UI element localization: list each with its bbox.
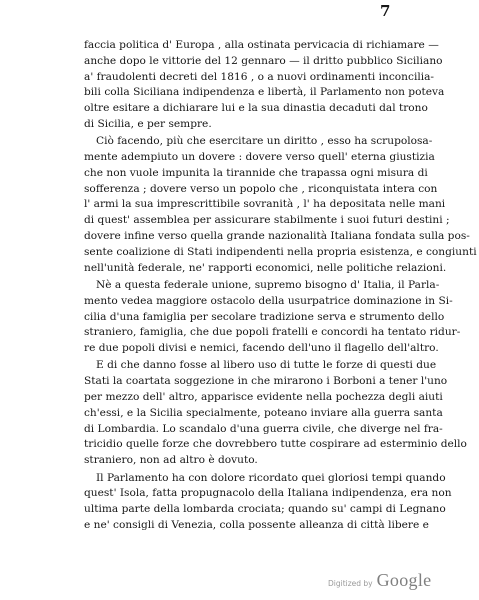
text-line: Il Parlamento ha con dolore ricordato quei gloriosi tempi quando — [96, 471, 446, 484]
text-line: ch'essi, e la Sicilia specialmente, poteano inviare alla guerra santa — [84, 406, 443, 419]
paragraph — [84, 38, 445, 133]
text-line: cilia d'una famiglia per secolare tradizione serva e strumento dello — [84, 310, 445, 323]
text-line: tricidio quelle forze che dovrebbero tutte cospirare ad esterminio dello — [84, 438, 467, 451]
text-line: ultima parte della lombarda crociata; quando su' campi di Legnano — [84, 503, 446, 516]
text-line: Ciò facendo, più che esercitare un diritto , esso ha scrupolosa- — [96, 135, 433, 148]
text-line: oltre esitare a dichiarare lui e la sua dinastia decaduti dal trono — [84, 102, 428, 115]
text-line: l' armi la sua imprescrittibile sovranità , l' ha depositata nelle mani — [84, 198, 446, 211]
text-line: che non vuole impunita la tirannide che trapassa ogni misura di — [84, 166, 428, 179]
text-line: mento vedea maggiore ostacolo della usurpatrice dominazione in Si- — [84, 294, 453, 307]
digitized-by-label: Digitized by — [328, 579, 373, 588]
text-line: mente adempiuto un dovere : dovere verso quell' eterna giustizia — [84, 151, 435, 164]
text-line: re due popoli divisi e nemici, facendo dell'uno il flagello dell'altro. — [84, 342, 439, 355]
text-line: bili colla Siciliana indipendenza e libertà, il Parlamento non poteva — [84, 86, 445, 99]
text-line: faccia politica d' Europa , alla ostinata pervicacia di richiamare — — [84, 39, 439, 51]
digitized-by-google-watermark — [328, 570, 431, 591]
text-line: di Sicilia, e per sempre. — [84, 117, 212, 130]
text-line: Stati la coartata soggezione in che mirarono i Borboni a tener l'uno — [84, 375, 448, 388]
text-line: quest' Isola, fatta propugnacolo della Italiana indipendenza, era non — [84, 487, 452, 500]
google-logo-text: Google — [376, 570, 432, 590]
paragraph — [84, 358, 467, 469]
body-text — [84, 38, 477, 534]
text-line: e ne' consigli di Venezia, colla possente alleanza di città libere e — [84, 518, 429, 531]
text-line: Nè a questa federale unione, supremo bisogno d' Italia, il Parla- — [96, 278, 440, 291]
page-number: 7 — [380, 2, 391, 20]
text-line: nell'unità federale, ne' rapporti economici, nelle politiche relazioni. — [84, 261, 447, 274]
text-line: straniero, non ad altro è dovuto. — [84, 454, 258, 467]
text-line: anche dopo le vittorie del 12 gennaro — il dritto pubblico Siciliano — [84, 54, 443, 67]
text-line: sofferenza ; dovere verso un popolo che , riconquistata intera con — [84, 182, 438, 195]
paragraph — [84, 471, 452, 534]
text-line: a' fraudolenti decreti del 1816 , o a nuovi ordinamenti inconcilia- — [84, 70, 435, 83]
paragraph — [84, 134, 477, 276]
text-line: di quest' assemblea per assicurare stabilmente i suoi futuri destini ; — [84, 214, 450, 227]
text-line: E di che danno fosse al libero uso di tutte le forze di questi due — [96, 359, 437, 372]
paragraph — [84, 278, 461, 357]
text-line: dovere infine verso quella grande nazionalità Italiana fondata sulla pos- — [84, 230, 470, 243]
text-line: di Lombardia. Lo scandalo d'una guerra civile, che diverge nel fra- — [84, 422, 443, 435]
text-line: per mezzo dell' altro, apparisce evidente nella pochezza degli aiuti — [84, 391, 443, 404]
text-line: straniero, famiglia, che due popoli fratelli e concordi ha tentato ridur- — [84, 326, 461, 339]
text-line: sente coalizione di Stati indipendenti nella propria esistenza, e congiunti — [84, 245, 477, 258]
